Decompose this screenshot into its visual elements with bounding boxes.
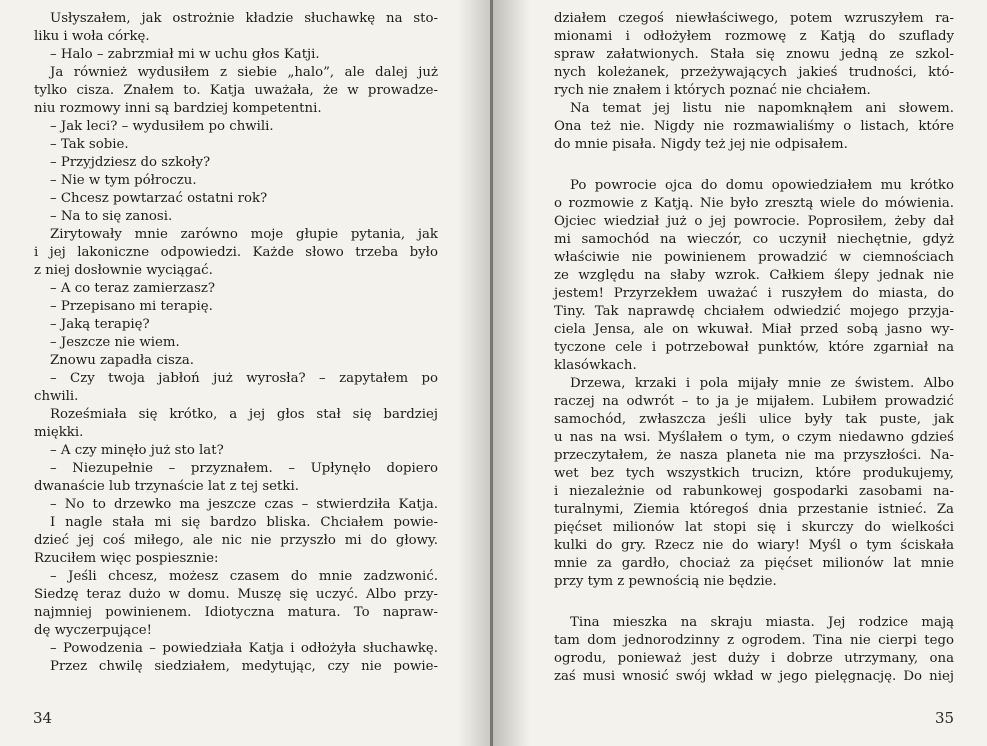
gutter-shadow-right (492, 0, 530, 746)
text-line (554, 154, 954, 177)
right-page-text (554, 10, 954, 686)
text-line: – No to drzewko ma jeszcze czas – stwierdziła Katja. (50, 497, 438, 512)
text-line: – Niezupełnie – przyznałem. – Upłynęło dopiero (50, 461, 438, 476)
page-number-right: 35 (935, 709, 955, 727)
text-line: ogrodu, ponieważ jest duży i dobrze utrzymany, ona (554, 651, 954, 666)
text-line: liku i woła córkę. (34, 29, 150, 44)
text-line: – Chcesz powtarzać ostatni rok? (50, 191, 268, 206)
text-line: dwanaście lub trzynaście lat z tej setki. (34, 479, 299, 494)
text-line: Tiny. Tak naprawdę chciałem odwiedzić mojego przyja- (554, 304, 954, 319)
text-line: Ojciec wiedział już o jej powrocie. Poprosiłem, żeby dał (554, 214, 954, 229)
text-line: spraw załatwionych. Stała się znowu jedną ze szkol- (554, 47, 954, 62)
text-line: Drzewa, krzaki i pola mijały mnie ze świstem. Albo (570, 376, 954, 391)
text-line: Roześmiała się krótko, a jej głos stał się bardziej (50, 407, 438, 422)
text-line: Na temat jej listu nie napomknąłem ani słowem. (570, 101, 954, 116)
text-line: tylko cisza. Znałem to. Katja uważała, że w prowadze- (34, 83, 438, 98)
text-line: mionami i odłożyłem rozmowę z Katją do szuflady (554, 29, 954, 44)
text-line: pięćset milionów lat stopi się i skurczy do wielkości (554, 520, 954, 535)
text-line: mnie za gardło, chociaż za pięćset milionów lat mnie (554, 556, 954, 571)
text-line: właściwie nie powinienem prowadzić w ciemnościach (554, 250, 954, 265)
text-line: przy tym z pewnością nie będzie. (554, 574, 777, 589)
text-line: dzieć jej coś miłego, ale nic nie przyszło mi do głowy. (34, 533, 438, 548)
text-line: z niej dosłownie wyciągać. (34, 263, 213, 278)
text-line: – Tak sobie. (50, 137, 129, 152)
text-line (554, 591, 954, 614)
text-line: dę wyczerpujące! (34, 623, 152, 638)
text-line: nych koleżanek, przeżywających jakieś trudności, któ- (554, 65, 954, 80)
text-line: o rozmowie z Katją. Nie było zresztą wiele do mówienia. (554, 196, 954, 211)
text-line: – Przyjdziesz do szkoły? (50, 155, 211, 170)
text-line: – Powodzenia – powiedziała Katja i odłożyła słuchawkę. (50, 641, 438, 656)
book-gutter (490, 0, 493, 746)
text-line: ze względu na słaby wzrok. Całkiem ślepy jednak nie (554, 268, 954, 283)
left-page-text (34, 10, 438, 676)
text-line: kulki do gry. Rzecz nie do wiary! Myśl o tym ściskała (554, 538, 954, 553)
text-line: rych nie znałem i których poznać nie chciałem. (554, 83, 871, 98)
text-line: – Jeszcze nie wiem. (50, 335, 180, 350)
text-line: – Na to się zanosi. (50, 209, 173, 224)
text-line: – Halo – zabrzmiał mi w uchu głos Katji. (50, 47, 320, 62)
text-line: wet bez tych wszystkich trucizn, które produkujemy, (554, 466, 954, 481)
text-line: – A co teraz zamierzasz? (50, 281, 216, 296)
text-line: działem czegoś niewłaściwego, potem wzruszyłem ra- (554, 11, 954, 26)
text-line: – Jaką terapię? (50, 317, 150, 332)
text-line: Tina mieszka na skraju miasta. Jej rodzice mają (570, 615, 954, 630)
text-line: turalnymi, Ziemia któregoś dnia przestanie istnieć. Za (554, 502, 954, 517)
text-line: niu rozmowy inni są bardziej kompetentni. (34, 101, 322, 116)
page-number-left: 34 (33, 709, 53, 727)
text-line: – Jak leci? – wydusiłem po chwili. (50, 119, 274, 134)
text-line: I nagle stała mi się bardzo bliska. Chciałem powie- (50, 515, 438, 530)
text-line: Znowu zapadła cisza. (50, 353, 195, 368)
text-line: Ja również wydusiłem z siebie „halo”, ale dalej już (50, 65, 438, 80)
left-page (0, 0, 492, 746)
text-line: mi samochód na wieczór, co uczynił niechętnie, gdyż (554, 232, 954, 247)
text-line: do mnie pisała. Nigdy też jej nie odpisałem. (554, 137, 848, 152)
text-line: – Czy twoja jabłoń już wyrosła? – zapytałem po (50, 371, 438, 386)
text-line: ciela Jensa, ale on wkuwał. Miał przed sobą jasno wy- (554, 322, 954, 337)
text-line: zaś musi wnosić swój wkład w jego pielęgnację. Do niej (554, 669, 954, 684)
gutter-shadow-left (458, 0, 492, 746)
text-line: tyczone cele i potrzebował punktów, które zgarniał na (554, 340, 954, 355)
text-line: Ona też nie. Nigdy nie rozmawialiśmy o listach, które (554, 119, 954, 134)
text-line: klasówkach. (554, 358, 637, 373)
text-line: tam dom jednorodzinny z ogrodem. Tina nie cierpi tego (554, 633, 954, 648)
text-line: – Nie w tym półroczu. (50, 173, 197, 188)
text-line: Po powrocie ojca do domu opowiedziałem mu krótko (570, 178, 954, 193)
text-line: Rzuciłem więc pospiesznie: (34, 551, 219, 566)
right-page (492, 0, 987, 746)
text-line: u nas na wsi. Myślałem o tym, o czym niedawno gdzieś (554, 430, 954, 445)
text-line: Przez chwilę siedziałem, medytując, czy nie powie- (50, 659, 438, 674)
text-line: – A czy minęło już sto lat? (50, 443, 224, 458)
text-line: Siedzę teraz dużo w domu. Muszę się uczyć. Albo przy- (34, 587, 438, 602)
text-line: samochód, zwłaszcza jeśli ulice były tak puste, jak (554, 412, 954, 427)
text-line: jestem! Przyrzekłem uważać i ruszyłem do miasta, do (554, 286, 954, 301)
text-line: chwili. (34, 389, 79, 404)
text-line: najmniej powinienem. Idiotyczna matura. To napraw- (34, 605, 438, 620)
text-line: i jej lakoniczne odpowiedzi. Każde słowo trzeba było (34, 245, 438, 260)
text-line: Zirytowały mnie zarówno moje głupie pytania, jak (50, 227, 438, 242)
text-line: – Jeśli chcesz, możesz czasem do mnie zadzwonić. (50, 569, 438, 584)
text-line: Usłyszałem, jak ostrożnie kładzie słuchawkę na sto- (50, 11, 438, 26)
text-line: raczej na odwrót – to ja je mijałem. Lubiłem prowadzić (554, 394, 954, 409)
text-line: przeczytałem, że nasza planeta nie ma przyszłości. Na- (554, 448, 954, 463)
text-line: – Przepisano mi terapię. (50, 299, 213, 314)
text-line: i niezależnie od rabunkowej gospodarki zasobami na- (554, 484, 954, 499)
text-line: miękki. (34, 425, 84, 440)
